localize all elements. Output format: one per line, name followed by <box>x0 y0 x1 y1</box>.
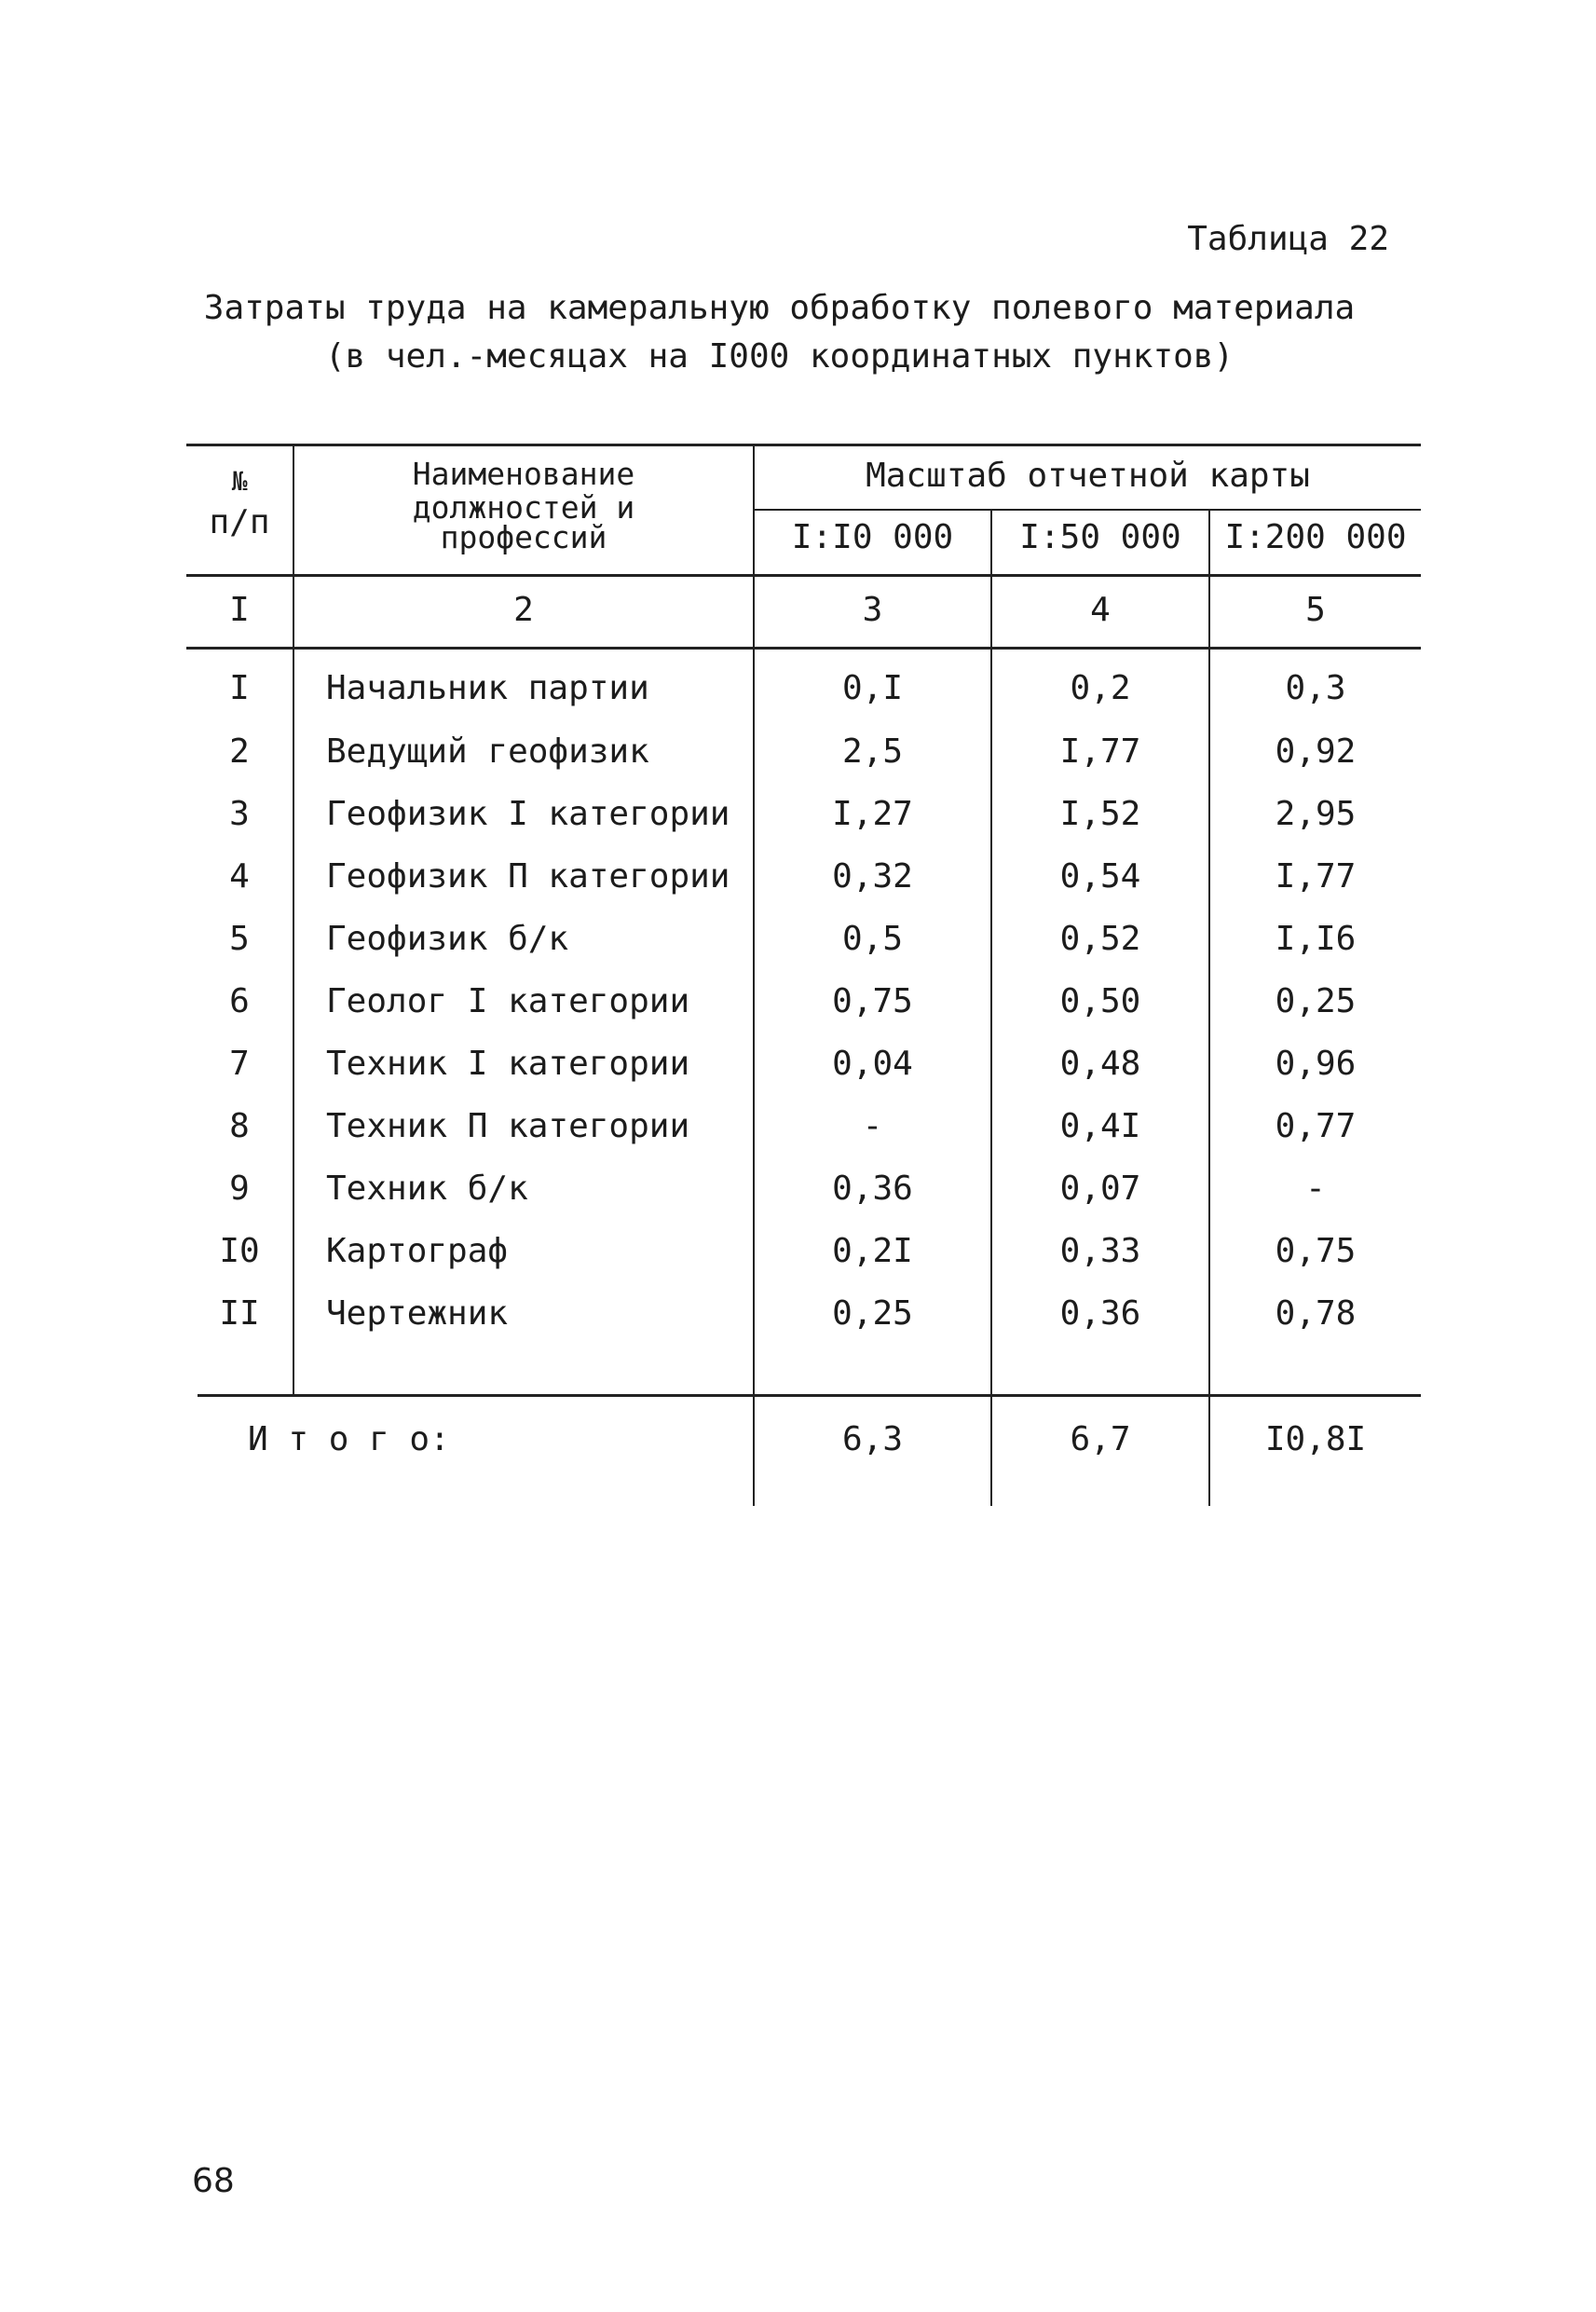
row-3-scale-2: I,52 <box>1059 795 1141 833</box>
rule-vertical-1 <box>293 444 294 1394</box>
row-5-name: Геофизик б/к <box>326 920 569 958</box>
row-5-scale-3: I,I6 <box>1275 920 1357 958</box>
column-number-2: 2 <box>513 591 534 629</box>
row-5-scale-2: 0,52 <box>1059 920 1141 958</box>
table-title-line-1: Затраты труда на камеральную обработку полевого материала <box>203 289 1356 327</box>
row-7-name: Техник I категории <box>326 1045 690 1083</box>
rule-total-top <box>198 1394 1421 1397</box>
row-6-scale-3: 0,25 <box>1275 982 1357 1020</box>
row-9-scale-1: 0,36 <box>832 1170 913 1208</box>
row-9-name: Техник б/к <box>326 1170 528 1208</box>
row-7-scale-2: 0,48 <box>1059 1045 1141 1083</box>
header-name-line-3: профессий <box>440 519 607 555</box>
column-number-4: 4 <box>1090 591 1111 629</box>
row-3-name: Геофизик I категории <box>326 795 730 833</box>
row-2-scale-1: 2,5 <box>841 732 904 771</box>
row-4-scale-1: 0,32 <box>832 857 913 896</box>
row-1-scale-1: 0,I <box>841 669 904 707</box>
header-num-label: п/п <box>209 503 270 541</box>
total-scale-2: 6,7 <box>1070 1420 1131 1458</box>
row-3-num: 3 <box>229 795 250 833</box>
row-10-scale-2: 0,33 <box>1059 1232 1141 1270</box>
row-1-num: I <box>229 669 250 707</box>
row-11-scale-2: 0,36 <box>1059 1294 1141 1333</box>
row-11-scale-1: 0,25 <box>832 1294 913 1333</box>
row-8-num: 8 <box>229 1107 250 1145</box>
row-3-scale-1: I,27 <box>832 795 913 833</box>
row-8-scale-1: - <box>862 1107 883 1145</box>
row-5-scale-1: 0,5 <box>841 920 904 958</box>
row-1-scale-2: 0,2 <box>1070 669 1131 707</box>
total-scale-3: I0,8I <box>1264 1420 1367 1458</box>
row-6-name: Геолог I категории <box>326 982 690 1020</box>
rule-header-bottom <box>186 574 1421 577</box>
header-scale-3: I:200 000 <box>1224 518 1407 556</box>
row-9-num: 9 <box>229 1170 250 1208</box>
row-5-num: 5 <box>229 920 250 958</box>
row-11-name: Чертежник <box>326 1294 509 1333</box>
row-11-scale-3: 0,78 <box>1275 1294 1357 1333</box>
rule-scale-sub <box>753 509 1421 511</box>
table-title-line-2: (в чел.-месяцах на I000 координатных пунктов) <box>324 337 1235 376</box>
row-7-num: 7 <box>229 1045 250 1083</box>
row-2-scale-2: I,77 <box>1059 732 1141 771</box>
row-2-scale-3: 0,92 <box>1275 732 1357 771</box>
row-7-scale-3: 0,96 <box>1275 1045 1357 1083</box>
row-10-scale-1: 0,2I <box>832 1232 913 1270</box>
row-4-scale-3: I,77 <box>1275 857 1357 896</box>
total-label: И т о г о: <box>248 1420 450 1458</box>
header-name-line-2: должностей и <box>412 489 635 526</box>
header-name-line-1: Наименование <box>412 456 635 492</box>
row-10-name: Картограф <box>326 1232 509 1270</box>
header-num-symbol: № <box>231 466 248 497</box>
row-11-num: II <box>219 1294 260 1333</box>
rule-colnum-bottom <box>186 647 1421 650</box>
column-number-5: 5 <box>1305 591 1326 629</box>
row-1-name: Начальник партии <box>326 669 649 707</box>
row-8-name: Техник П категории <box>326 1107 690 1145</box>
header-scale-2: I:50 000 <box>1019 518 1181 556</box>
row-8-scale-2: 0,4I <box>1059 1107 1141 1145</box>
row-10-scale-3: 0,75 <box>1275 1232 1357 1270</box>
row-6-scale-2: 0,50 <box>1059 982 1141 1020</box>
column-number-3: 3 <box>862 591 883 629</box>
row-8-scale-3: 0,77 <box>1275 1107 1357 1145</box>
row-6-scale-1: 0,75 <box>832 982 913 1020</box>
total-scale-1: 6,3 <box>841 1420 904 1458</box>
row-7-scale-1: 0,04 <box>832 1045 913 1083</box>
row-2-name: Ведущий геофизик <box>326 732 649 771</box>
header-scale-group: Масштаб отчетной карты <box>866 457 1310 495</box>
rule-top <box>186 444 1421 446</box>
row-9-scale-2: 0,07 <box>1059 1170 1141 1208</box>
table-label: Таблица 22 <box>1187 220 1389 258</box>
row-4-name: Геофизик П категории <box>326 857 730 896</box>
row-3-scale-3: 2,95 <box>1275 795 1357 833</box>
row-1-scale-3: 0,3 <box>1285 669 1346 707</box>
header-scale-1: I:I0 000 <box>791 518 954 556</box>
page-number: 68 <box>192 2162 235 2200</box>
row-2-num: 2 <box>229 732 250 771</box>
row-6-num: 6 <box>229 982 250 1020</box>
column-number-1: I <box>229 591 250 629</box>
row-10-num: I0 <box>219 1232 260 1270</box>
row-9-scale-3: - <box>1305 1170 1326 1208</box>
row-4-num: 4 <box>229 857 250 896</box>
row-4-scale-2: 0,54 <box>1059 857 1141 896</box>
